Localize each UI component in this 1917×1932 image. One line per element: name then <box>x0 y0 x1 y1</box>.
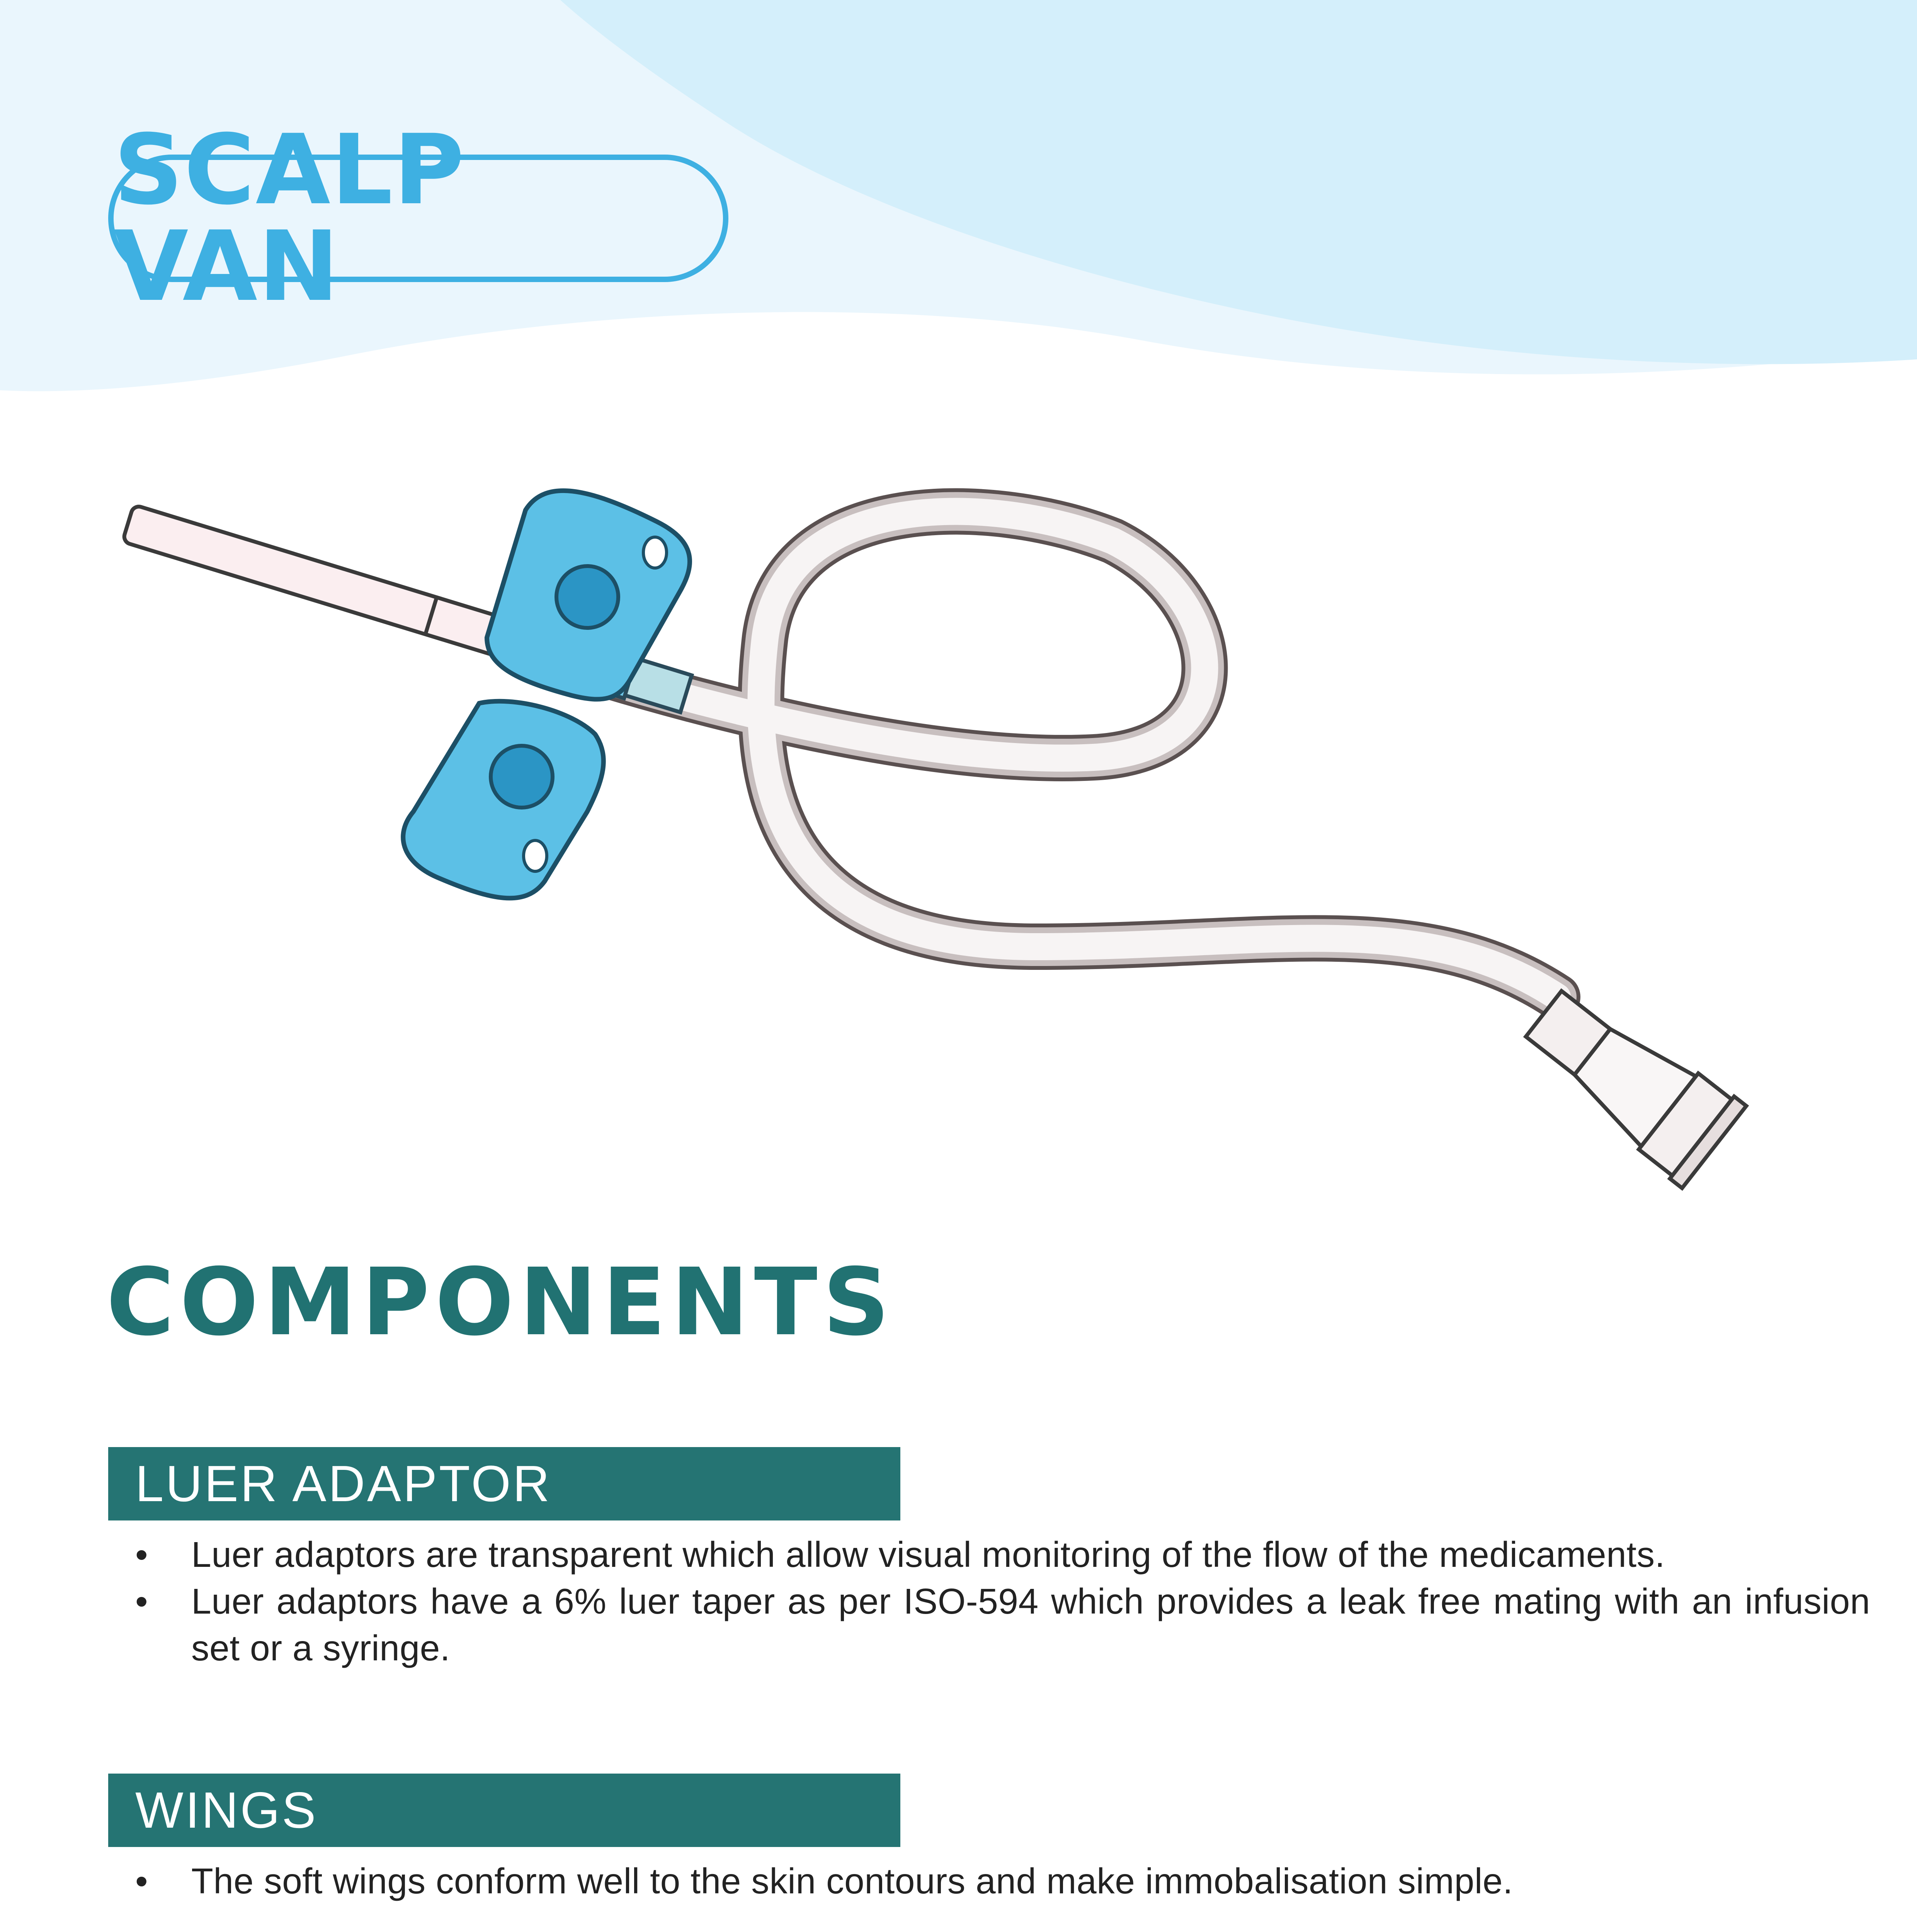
title-badge <box>108 114 728 323</box>
bullet-text: Luer adaptors have a 6% luer taper as per ISO-594 which provides a leak free mating with an infusion set or a syringe. <box>191 1581 1870 1668</box>
bullet-dot: • <box>135 1861 148 1901</box>
page-title: SCALP VAN <box>114 114 465 323</box>
section-wings <box>108 1774 1870 1905</box>
bullet-item <box>108 1858 1870 1905</box>
section-header-bar <box>108 1447 900 1520</box>
kink-tube <box>611 512 1557 997</box>
section-title: LUER ADAPTOR <box>135 1455 552 1512</box>
bullet-text: The soft wings conform well to the skin contours and make immobalisation simple. <box>191 1861 1513 1901</box>
components-heading: COMPONENTS <box>106 1248 895 1356</box>
bullet-list <box>108 1531 1870 1672</box>
bullet-list <box>108 1858 1870 1905</box>
bullet-dot: • <box>135 1534 148 1575</box>
bullet-dot: • <box>135 1581 148 1621</box>
section-header-bar <box>108 1774 900 1847</box>
bullet-text: Luer adaptors are transparent which allow visual monitoring of the flow of the medicaments. <box>191 1534 1665 1575</box>
section-title: WINGS <box>135 1782 318 1838</box>
bullet-item <box>108 1531 1870 1578</box>
scalp-vein-set-illustration <box>108 464 1878 1217</box>
section-luer-adaptor <box>108 1447 1870 1672</box>
bullet-item <box>108 1578 1870 1672</box>
